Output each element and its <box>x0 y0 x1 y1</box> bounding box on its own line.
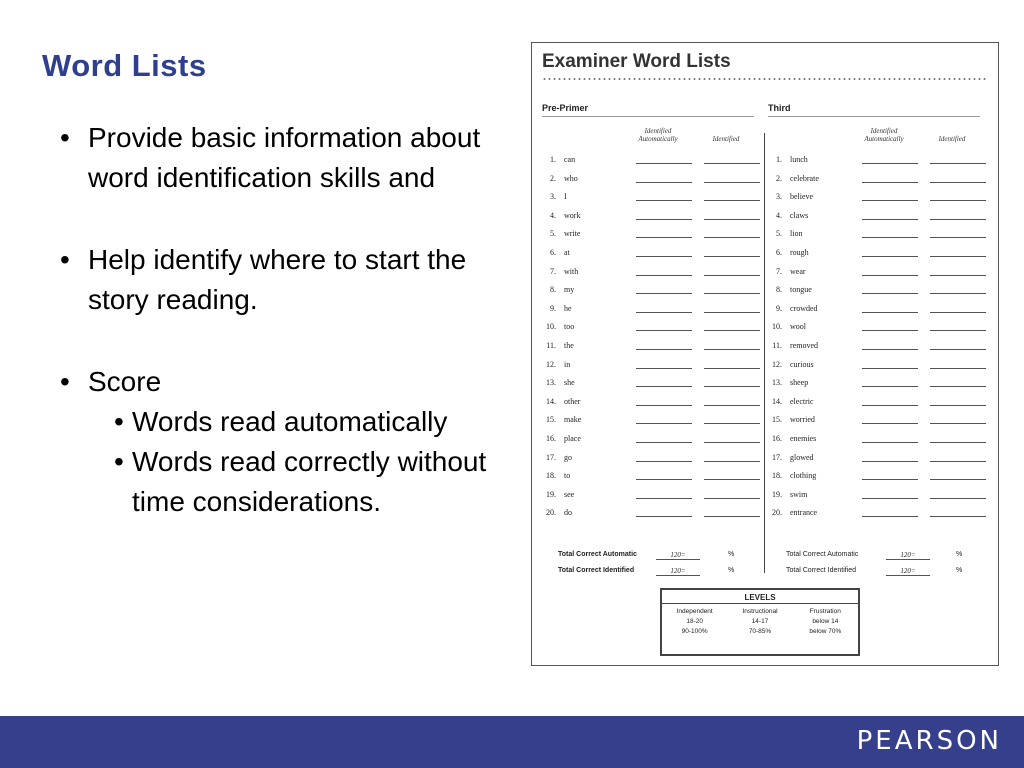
word-number: 5. <box>776 229 782 239</box>
word-list-third <box>764 151 994 523</box>
answer-line-automatic <box>636 368 692 369</box>
answer-line-identified <box>930 423 986 424</box>
word-text: wear <box>790 266 806 276</box>
answer-line-automatic <box>636 163 692 164</box>
word-row <box>764 318 994 337</box>
bullet-dot: • <box>60 366 70 397</box>
word-number: 20. <box>546 508 556 518</box>
levels-percent: below 70% <box>809 628 842 635</box>
word-text: to <box>564 471 571 481</box>
word-row <box>538 170 768 189</box>
levels-range: 14-17 <box>751 618 769 625</box>
sub-bullet-item <box>114 442 510 522</box>
word-number: 15. <box>772 415 782 425</box>
word-text: go <box>564 452 572 462</box>
word-text: crowded <box>790 303 818 313</box>
word-row <box>538 244 768 263</box>
word-text: I <box>564 192 567 202</box>
bullet-text: Provide basic information about word identification skills and <box>88 122 481 193</box>
answer-line-automatic <box>862 163 918 164</box>
column-header-automatic: Identified Automatically <box>638 127 678 143</box>
word-row <box>764 393 994 412</box>
levels-header: Independent <box>676 608 713 615</box>
answer-line-identified <box>930 461 986 462</box>
word-number: 6. <box>550 247 556 257</box>
word-number: 3. <box>550 192 556 202</box>
word-text: the <box>564 340 574 350</box>
bullet-dot: • <box>114 446 124 477</box>
answer-line-identified <box>704 219 760 220</box>
levels-header: Frustration <box>809 608 841 615</box>
word-row <box>538 337 768 356</box>
word-text: clothing <box>790 471 817 481</box>
word-text: lunch <box>790 155 808 164</box>
answer-line-identified <box>930 312 986 313</box>
word-number: 10. <box>772 322 782 332</box>
word-number: 16. <box>772 433 782 443</box>
word-row <box>764 207 994 226</box>
pearson-logo: PEARSON <box>856 726 1002 756</box>
sub-bullet-item <box>114 402 510 442</box>
bullet-item <box>60 240 510 320</box>
word-text: entrance <box>790 508 818 518</box>
answer-line-identified <box>930 405 986 406</box>
answer-line-identified <box>930 237 986 238</box>
bullet-text: Help identify where to start the story reading. <box>88 244 467 315</box>
word-number: 5. <box>550 229 556 239</box>
bullet-dot: • <box>60 244 70 275</box>
word-row <box>538 225 768 244</box>
worksheet-image: Examiner Word Lists Pre-Primer Third Identified Automatically Identified Identified Automatically Identified 1. can 2. who 3. I 4. work 5. write 6. at 7. with 8. my 9. he 10. too 11. the 12. in 13. she 14. other 15. make 16. place 17. go 18. to 19. see 20. do 1. lunch 2. celebrate 3. believe 4. claws 5. lion 6. rough 7. wear 8. tongue 9. crowded 10. wool 11. removed 12. curious 13. sheep 14. electric 15. worried 16. enemies 17. glowed 18. clothing 19. swim 20. entrance Total Correct Automatic 120= % Total Correct Identified 120= % Total Correct Automatic 120= % Total Correct Identified 120= % LEVELS Independent Instructional Frustration 18-20 14-17 below 14 90-100% 70-85% below 70% <box>531 42 999 666</box>
word-row <box>764 244 994 263</box>
answer-line-automatic <box>636 479 692 480</box>
answer-line-identified <box>704 349 760 350</box>
answer-line-identified <box>930 256 986 257</box>
word-row <box>764 263 994 282</box>
answer-line-automatic <box>636 386 692 387</box>
answer-line-identified <box>704 368 760 369</box>
word-text: can <box>564 155 576 164</box>
word-row <box>764 337 994 356</box>
word-row <box>764 300 994 319</box>
word-text: other <box>564 396 581 406</box>
answer-line-identified <box>930 516 986 517</box>
word-text: at <box>564 247 570 257</box>
word-text: with <box>564 266 579 276</box>
answer-line-identified <box>704 423 760 424</box>
slide-title: Word Lists <box>42 48 207 83</box>
word-number: 9. <box>550 303 556 313</box>
answer-line-automatic <box>862 293 918 294</box>
answer-line-identified <box>930 163 986 164</box>
answer-line-identified <box>704 200 760 201</box>
answer-line-identified <box>704 163 760 164</box>
answer-line-identified <box>704 275 760 276</box>
answer-line-automatic <box>862 349 918 350</box>
word-row <box>538 207 768 226</box>
answer-line-automatic <box>636 256 692 257</box>
answer-line-automatic <box>636 516 692 517</box>
footer-bar <box>0 716 1024 768</box>
word-text: believe <box>790 192 814 202</box>
answer-line-automatic <box>636 405 692 406</box>
word-number: 1. <box>776 155 782 164</box>
word-number: 17. <box>772 452 782 462</box>
word-text: sheep <box>790 378 809 388</box>
answer-line-automatic <box>636 349 692 350</box>
word-number: 20. <box>772 508 782 518</box>
bullet-dot: • <box>60 122 70 153</box>
bullet-item <box>60 118 510 198</box>
word-row <box>538 486 768 505</box>
levels-range: below 14 <box>812 618 839 625</box>
levels-title: LEVELS <box>662 590 858 604</box>
word-text: enemies <box>790 433 817 443</box>
word-text: too <box>564 322 575 332</box>
word-number: 2. <box>550 173 556 183</box>
word-number: 9. <box>776 303 782 313</box>
word-number: 18. <box>772 471 782 481</box>
answer-line-automatic <box>862 275 918 276</box>
word-number: 13. <box>772 378 782 388</box>
word-text: wool <box>790 322 806 332</box>
answer-line-automatic <box>862 516 918 517</box>
word-row <box>764 449 994 468</box>
word-number: 19. <box>772 489 782 499</box>
word-text: swim <box>790 489 808 499</box>
word-text: work <box>564 210 581 220</box>
answer-line-automatic <box>636 423 692 424</box>
word-row <box>764 356 994 375</box>
word-text: make <box>564 415 582 425</box>
answer-line-identified <box>704 330 760 331</box>
word-row <box>764 225 994 244</box>
word-text: rough <box>790 247 809 257</box>
answer-line-identified <box>704 442 760 443</box>
word-row <box>764 486 994 505</box>
levels-table <box>660 588 860 656</box>
word-text: worried <box>790 415 815 425</box>
word-text: tongue <box>790 285 812 295</box>
word-number: 19. <box>546 489 556 499</box>
word-text: celebrate <box>790 173 819 183</box>
word-row <box>538 318 768 337</box>
word-row <box>538 300 768 319</box>
column-header-identified: Identified <box>938 135 966 143</box>
word-number: 15. <box>546 415 556 425</box>
answer-line-automatic <box>636 442 692 443</box>
word-row <box>764 504 994 523</box>
answer-line-automatic <box>862 182 918 183</box>
word-row <box>538 281 768 300</box>
word-number: 4. <box>776 210 782 220</box>
answer-line-automatic <box>636 237 692 238</box>
answer-line-automatic <box>862 405 918 406</box>
word-number: 2. <box>776 173 782 183</box>
answer-line-automatic <box>636 312 692 313</box>
answer-line-automatic <box>862 386 918 387</box>
word-text: see <box>564 489 575 499</box>
answer-line-identified <box>704 293 760 294</box>
answer-line-automatic <box>862 312 918 313</box>
answer-line-identified <box>930 386 986 387</box>
word-row <box>764 170 994 189</box>
column-header-identified: Identified <box>712 135 740 143</box>
bullet-dot: • <box>114 406 124 437</box>
answer-line-automatic <box>862 423 918 424</box>
answer-line-identified <box>930 330 986 331</box>
word-text: electric <box>790 396 814 406</box>
answer-line-automatic <box>862 461 918 462</box>
section-heading-left: Pre-Primer <box>542 103 754 117</box>
answer-line-automatic <box>636 330 692 331</box>
answer-line-identified <box>930 498 986 499</box>
word-text: write <box>564 229 581 239</box>
answer-line-identified <box>930 368 986 369</box>
answer-line-identified <box>930 200 986 201</box>
answer-line-identified <box>930 479 986 480</box>
section-heading-right: Third <box>768 103 980 117</box>
word-row <box>764 188 994 207</box>
answer-line-automatic <box>862 237 918 238</box>
answer-line-identified <box>704 405 760 406</box>
word-row <box>538 151 768 170</box>
bullet-item <box>60 362 510 402</box>
answer-line-automatic <box>862 442 918 443</box>
worksheet-title: Examiner Word Lists <box>542 51 731 72</box>
word-row <box>538 356 768 375</box>
word-text: lion <box>790 229 803 239</box>
word-number: 3. <box>776 192 782 202</box>
answer-line-automatic <box>862 368 918 369</box>
word-text: she <box>564 378 575 388</box>
answer-line-automatic <box>862 256 918 257</box>
word-number: 14. <box>546 396 556 406</box>
answer-line-identified <box>930 219 986 220</box>
word-number: 10. <box>546 322 556 332</box>
word-row <box>538 449 768 468</box>
word-row <box>764 430 994 449</box>
word-number: 14. <box>772 396 782 406</box>
word-row <box>764 374 994 393</box>
word-list-pre-primer <box>538 151 768 523</box>
word-number: 13. <box>546 378 556 388</box>
answer-line-identified <box>704 237 760 238</box>
word-row <box>764 151 994 170</box>
word-text: glowed <box>790 452 814 462</box>
levels-range: 18-20 <box>686 618 703 625</box>
word-text: who <box>564 173 578 183</box>
answer-line-automatic <box>636 461 692 462</box>
sub-bullet-text: Words read correctly without time considerations. <box>132 446 487 517</box>
word-text: in <box>564 359 571 369</box>
answer-line-identified <box>704 256 760 257</box>
word-row <box>538 263 768 282</box>
dotted-rule <box>542 77 988 81</box>
word-row <box>538 374 768 393</box>
bullet-text: Score <box>88 366 162 397</box>
answer-line-automatic <box>862 479 918 480</box>
answer-line-identified <box>704 312 760 313</box>
word-number: 8. <box>776 285 782 295</box>
word-row <box>538 467 768 486</box>
word-text: place <box>564 433 581 443</box>
answer-line-automatic <box>636 498 692 499</box>
word-number: 18. <box>546 471 556 481</box>
word-row <box>538 188 768 207</box>
word-number: 4. <box>550 210 556 220</box>
word-row <box>538 393 768 412</box>
answer-line-identified <box>704 516 760 517</box>
answer-line-automatic <box>636 182 692 183</box>
answer-line-identified <box>930 275 986 276</box>
word-number: 17. <box>546 452 556 462</box>
word-row <box>538 411 768 430</box>
answer-line-automatic <box>636 293 692 294</box>
levels-percent: 70-85% <box>748 628 772 635</box>
answer-line-identified <box>930 293 986 294</box>
word-number: 8. <box>550 285 556 295</box>
answer-line-identified <box>930 442 986 443</box>
word-text: claws <box>790 210 809 220</box>
answer-line-automatic <box>862 219 918 220</box>
word-text: curious <box>790 359 814 369</box>
answer-line-automatic <box>862 330 918 331</box>
levels-percent: 90-100% <box>681 628 708 635</box>
word-row <box>764 467 994 486</box>
word-text: removed <box>790 340 818 350</box>
word-number: 11. <box>772 340 782 350</box>
levels-header: Instructional <box>742 608 778 615</box>
answer-line-identified <box>704 479 760 480</box>
sub-bullet-text: Words read automatically <box>132 406 448 437</box>
word-row <box>538 504 768 523</box>
answer-line-identified <box>704 461 760 462</box>
answer-line-identified <box>704 386 760 387</box>
column-header-automatic: Identified Automatically <box>864 127 904 143</box>
word-number: 1. <box>550 155 556 164</box>
word-number: 16. <box>546 433 556 443</box>
word-number: 7. <box>776 266 782 276</box>
answer-line-automatic <box>862 498 918 499</box>
answer-line-identified <box>704 498 760 499</box>
word-number: 7. <box>550 266 556 276</box>
word-row <box>764 281 994 300</box>
word-number: 12. <box>772 359 782 369</box>
answer-line-identified <box>930 349 986 350</box>
answer-line-identified <box>930 182 986 183</box>
bullet-list <box>60 118 510 522</box>
answer-line-automatic <box>862 200 918 201</box>
word-number: 6. <box>776 247 782 257</box>
answer-line-automatic <box>636 275 692 276</box>
answer-line-automatic <box>636 200 692 201</box>
word-number: 11. <box>546 340 556 350</box>
word-text: do <box>564 508 572 518</box>
answer-line-automatic <box>636 219 692 220</box>
word-number: 12. <box>546 359 556 369</box>
word-text: he <box>564 303 572 313</box>
answer-line-identified <box>704 182 760 183</box>
word-row <box>764 411 994 430</box>
word-row <box>538 430 768 449</box>
word-text: my <box>564 285 575 295</box>
